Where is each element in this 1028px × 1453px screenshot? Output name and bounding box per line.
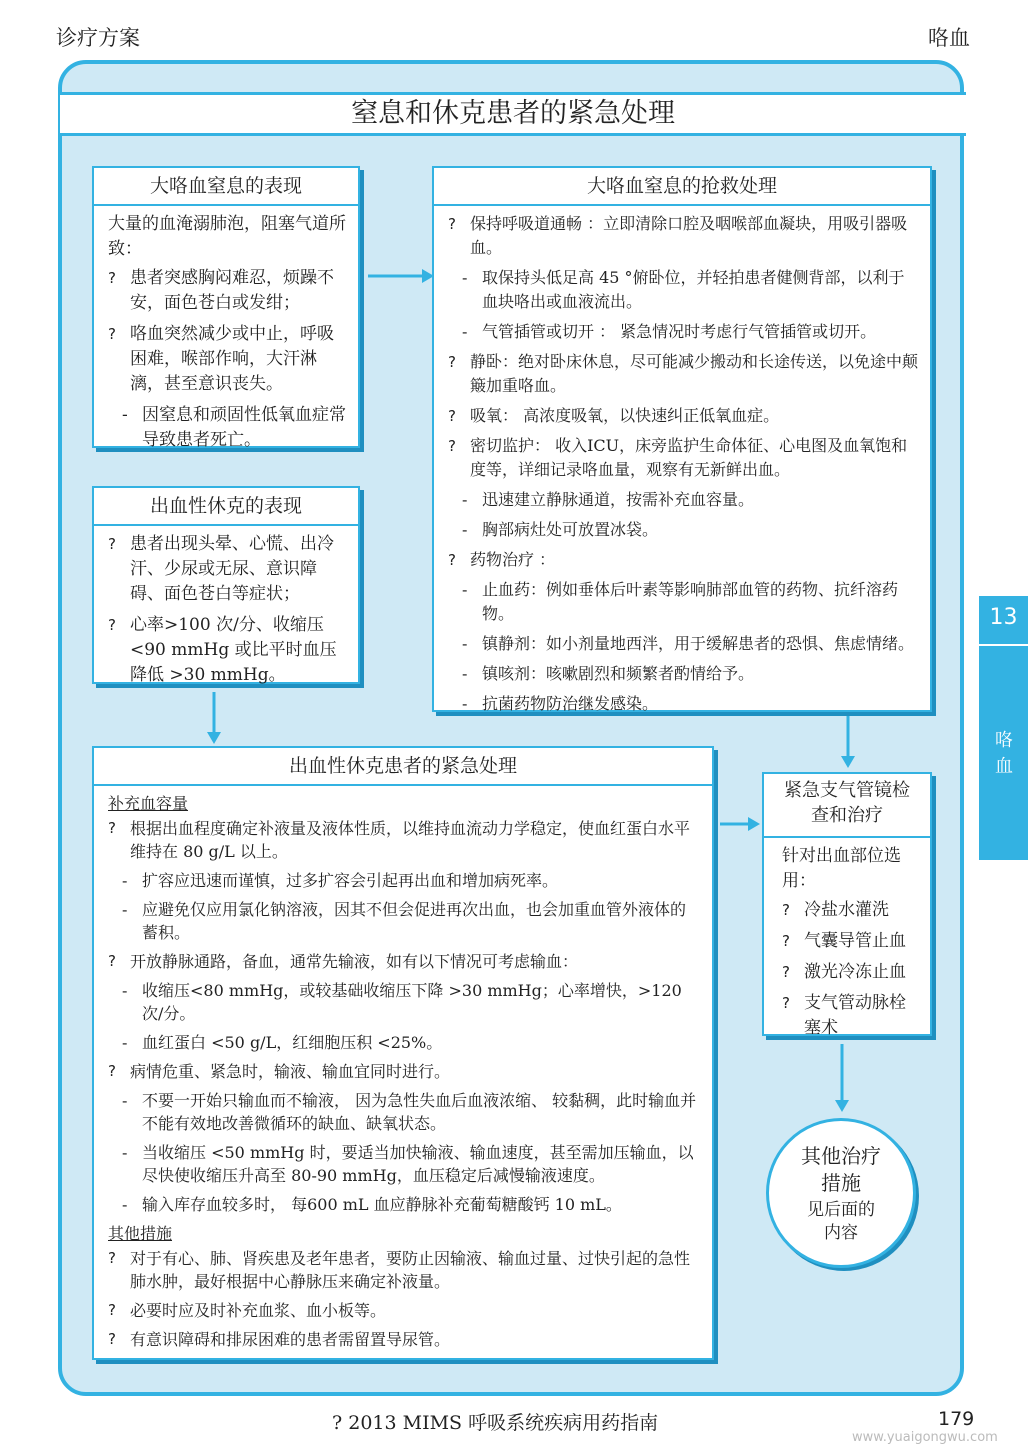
bullet-marker: ? (108, 952, 116, 970)
bronchoscopy-title: 紧急支气管镜检查和治疗 (764, 774, 930, 838)
bullet-text: 静卧：绝对卧床休息，尽可能减少搬动和长途传送，以免途中颠簸加重咯血。 (470, 352, 919, 395)
other-measures-list (108, 1247, 700, 1351)
bullet-item (782, 960, 922, 985)
chapter-label: 咯血 (995, 730, 1013, 777)
bullet-text: 患者出现头晕、心慌、出冷汗、少尿或无尿、意识障碍、面色苍白等症状； (130, 534, 334, 604)
bullet-item (448, 350, 918, 398)
bullet-marker: - (462, 322, 468, 341)
bullet-marker: - (122, 900, 128, 919)
bullet-text: 病情危重、紧急时，输液、输血宜同时进行。 (130, 1062, 451, 1081)
bullet-text: 药物治疗 ： (470, 550, 556, 569)
bullet-text: 激光冷冻止血 (804, 962, 906, 982)
bullet-marker: ? (108, 535, 116, 553)
bullet-text: 咯血突然减少或中止，呼吸困难，喉部作响，大汗淋漓，甚至意识丧失。 (130, 324, 334, 394)
bullet-text: 应避免仅应用氯化钠溶液，因其不但会促进再次出血，也会加重血管外液体的蓄积。 (142, 900, 687, 942)
bullet-text: 血红蛋白 <50 g/L，红细胞压积 <25%。 (142, 1033, 443, 1052)
bullet-text: 胸部病灶处可放置冰袋。 (482, 520, 659, 539)
bullet-marker: ? (108, 269, 116, 287)
sub-bullet-item (122, 898, 700, 944)
bullet-marker: - (462, 664, 468, 683)
shock-signs-box (92, 486, 360, 684)
shock-treatment-body (94, 786, 712, 1351)
section-other-measures: 其他措施 (108, 1224, 173, 1243)
bullet-text: 不要一开始只输血而不输液， 因为急性失血后血液浓缩、 较黏稠，此时输血并不能有效地改善微循环的缺血、缺氧状态。 (142, 1091, 697, 1133)
chapter-number: 13 (979, 596, 1028, 646)
bullet-marker: - (122, 1143, 128, 1162)
bullet-marker: ? (448, 551, 456, 569)
shock-signs-title: 出血性休克的表现 (94, 488, 358, 526)
running-header-topic: 咯血 (928, 26, 970, 50)
bullet-text: 心率>100 次/分、收缩压 <90 mmHg 或比平时血压降低 >30 mmHg。 (130, 615, 337, 685)
bullet-marker: - (462, 490, 468, 509)
sub-bullet-item (462, 662, 918, 686)
bronchoscopy-box (762, 772, 932, 1036)
bullet-text: 因窒息和顽固性低氧血症常导致患者死亡。 (142, 405, 346, 450)
blood-volume-list (108, 817, 700, 1216)
asphyxia-signs-title: 大咯血窒息的表现 (94, 168, 358, 206)
sub-bullet-item (122, 403, 346, 453)
sub-bullet-item (122, 979, 700, 1025)
sub-bullet-item (462, 320, 918, 344)
bullet-text: 迅速建立静脉通道，按需补充血容量。 (482, 490, 755, 509)
asphyxia-rescue-body (434, 206, 930, 716)
bullet-item (108, 1247, 700, 1293)
bullet-item (108, 266, 346, 316)
bullet-item (108, 950, 700, 973)
sub-bullet-item (122, 869, 700, 892)
asphyxia-rescue-list (448, 212, 918, 716)
arrow-bronchoscopy-to-other (832, 1042, 852, 1114)
bronchoscopy-intro: 针对出血部位选用： (782, 846, 901, 891)
bullet-text: 取保持头低足高 45 °俯卧位，并轻拍患者健侧背部，以利于血块咯出或血液流出。 (482, 268, 905, 311)
sub-bullet-item (122, 1141, 700, 1187)
bullet-text: 当收缩压 <50 mmHg 时，要适当加快输液、输血速度，甚至需加压输血，以尽快使收缩压升高至 80-90 mmHg，血压稳定后减慢输液速度。 (142, 1143, 694, 1185)
bullet-item (108, 532, 346, 607)
sub-bullet-item (122, 1031, 700, 1054)
bullet-marker: - (462, 520, 468, 539)
asphyxia-signs-intro: 大量的血淹溺肺泡，阻塞气道所致： (108, 214, 346, 259)
bullet-marker: ? (108, 1249, 116, 1267)
sub-bullet-item (462, 692, 918, 716)
bullet-item (448, 434, 918, 482)
bullet-text: 患者突感胸闷难忍，烦躁不安，面色苍白或发绀； (130, 268, 334, 313)
bullet-text: 镇咳剂：咳嗽剧烈和频繁者酌情给予。 (482, 664, 755, 683)
main-title: 窒息和休克患者的紧急处理 (60, 92, 966, 136)
bullet-item (448, 212, 918, 260)
bullet-item (108, 613, 346, 688)
chapter-tab (979, 596, 1028, 860)
asphyxia-signs-body (94, 206, 358, 453)
sub-bullet-item (462, 632, 918, 656)
bullet-item (448, 404, 918, 428)
bullet-text: 输入库存血较多时， 每600 mL 血应静脉补充葡萄糖酸钙 10 mL。 (142, 1195, 622, 1214)
other-treatment-circle (766, 1118, 916, 1268)
bullet-marker: - (122, 1195, 128, 1214)
bullet-marker: ? (782, 963, 790, 981)
bullet-marker: ? (448, 407, 456, 425)
asphyxia-signs-list (108, 266, 346, 453)
bullet-text: 根据出血程度确定补液量及液体性质，以维持血流动力学稳定，使血红蛋白水平维持在 80 g/L 以上。 (130, 819, 691, 861)
bullet-marker: - (462, 694, 468, 713)
bullet-text: 有意识障碍和排尿困难的患者需留置导尿管。 (130, 1330, 451, 1349)
bullet-item (108, 1060, 700, 1083)
bullet-marker: ? (448, 353, 456, 371)
bullet-marker: - (462, 634, 468, 653)
bullet-text: 对于有心、肺、肾疾患及老年患者，要防止因输液、输血过量、过快引起的急性肺水肿，最好根据中心静脉压来确定补液量。 (130, 1249, 691, 1291)
bullet-text: 密切监护： 收入ICU，床旁监护生命体征、心电图及血氧饱和度等，详细记录咯血量，观察有无新鲜出血。 (470, 436, 908, 479)
bronchoscopy-body (764, 838, 930, 1041)
bullet-marker: - (122, 1091, 128, 1110)
bullet-text: 保持呼吸道通畅 ：立即清除口腔及咽喉部血凝块，用吸引器吸血。 (470, 214, 908, 257)
bullet-marker: ? (782, 994, 790, 1012)
bullet-item (108, 322, 346, 397)
bullet-marker: - (122, 1033, 128, 1052)
sub-bullet-item (462, 518, 918, 542)
bullet-marker: ? (108, 1301, 116, 1319)
bullet-text: 气管插管或切开 ： 紧急情况时考虑行气管插管或切开。 (482, 322, 877, 341)
sub-bullet-item (122, 1193, 700, 1216)
bullet-text: 止血药：例如垂体后叶素等影响肺部血管的药物、抗纤溶药物。 (482, 580, 899, 623)
sub-bullet-item (462, 578, 918, 626)
bullet-text: 必要时应及时补充血浆、血小板等。 (130, 1301, 387, 1320)
bullet-item (108, 1299, 700, 1322)
bullet-item (108, 1328, 700, 1351)
arrow-signs-to-rescue (366, 266, 436, 286)
page-number: 179 (938, 1408, 975, 1430)
bullet-text: 抗菌药物防治继发感染。 (482, 694, 659, 713)
bullet-text: 吸氧： 高浓度吸氧，以快速纠正低氧血症。 (470, 406, 780, 425)
bullet-marker: ? (108, 819, 116, 837)
sub-bullet-item (122, 1089, 700, 1135)
bullet-marker: ? (448, 215, 456, 233)
shock-treatment-title: 出血性休克患者的紧急处理 (94, 748, 712, 786)
sub-bullet-item (462, 266, 918, 314)
bullet-text: 冷盐水灌洗 (804, 900, 889, 920)
other-treatment-heading: 其他治疗措施 (801, 1144, 881, 1195)
asphyxia-signs-box (92, 166, 360, 448)
bullet-marker: ? (782, 901, 790, 919)
bullet-text: 收缩压<80 mmHg，或较基础收缩压下降 >30 mmHg；心率增快，>120 次/分。 (142, 981, 682, 1023)
bullet-item (782, 929, 922, 954)
bullet-marker: ? (782, 932, 790, 950)
footer-copyright: ? 2013 MIMS 呼吸系统疾病用药指南 (332, 1412, 659, 1434)
arrow-treatment-to-bronchoscopy (718, 814, 762, 834)
bullet-item (108, 817, 700, 863)
bullet-text: 气囊导管止血 (804, 931, 906, 951)
asphyxia-rescue-title: 大咯血窒息的抢救处理 (434, 168, 930, 206)
bullet-marker: - (122, 981, 128, 1000)
shock-signs-body (94, 526, 358, 688)
bullet-item (448, 548, 918, 572)
bullet-marker: - (462, 580, 468, 599)
arrow-rescue-to-bronchoscopy (838, 714, 858, 770)
running-header-section: 诊疗方案 (56, 26, 140, 50)
arrow-shock-signs-to-treatment (204, 690, 224, 746)
bullet-marker: - (462, 268, 468, 287)
bullet-marker: ? (448, 437, 456, 455)
asphyxia-rescue-box (432, 166, 932, 712)
bullet-text: 开放静脉通路，备血，通常先输液，如有以下情况可考虑输血： (130, 952, 579, 971)
bullet-marker: - (122, 871, 128, 890)
bullet-text: 扩容应迅速而谨慎，过多扩容会引起再出血和增加病死率。 (142, 871, 559, 890)
bullet-text: 镇静剂：如小剂量地西泮，用于缓解患者的恐惧、焦虑情绪。 (482, 634, 915, 653)
bullet-item (782, 991, 922, 1041)
bullet-marker: ? (108, 1062, 116, 1080)
bullet-marker: ? (108, 325, 116, 343)
shock-treatment-box (92, 746, 714, 1360)
bullet-item (782, 898, 922, 923)
bronchoscopy-list (782, 898, 922, 1041)
watermark: www.yuaigongwu.com (852, 1430, 998, 1445)
bullet-marker: ? (108, 616, 116, 634)
bullet-marker: ? (108, 1330, 116, 1348)
sub-bullet-item (462, 488, 918, 512)
shock-signs-list (108, 532, 346, 688)
bullet-text: 支气管动脉栓塞术 (804, 993, 906, 1038)
section-blood-volume: 补充血容量 (108, 794, 189, 813)
bullet-marker: - (122, 405, 128, 425)
other-treatment-note: 见后面的内容 (807, 1200, 875, 1243)
